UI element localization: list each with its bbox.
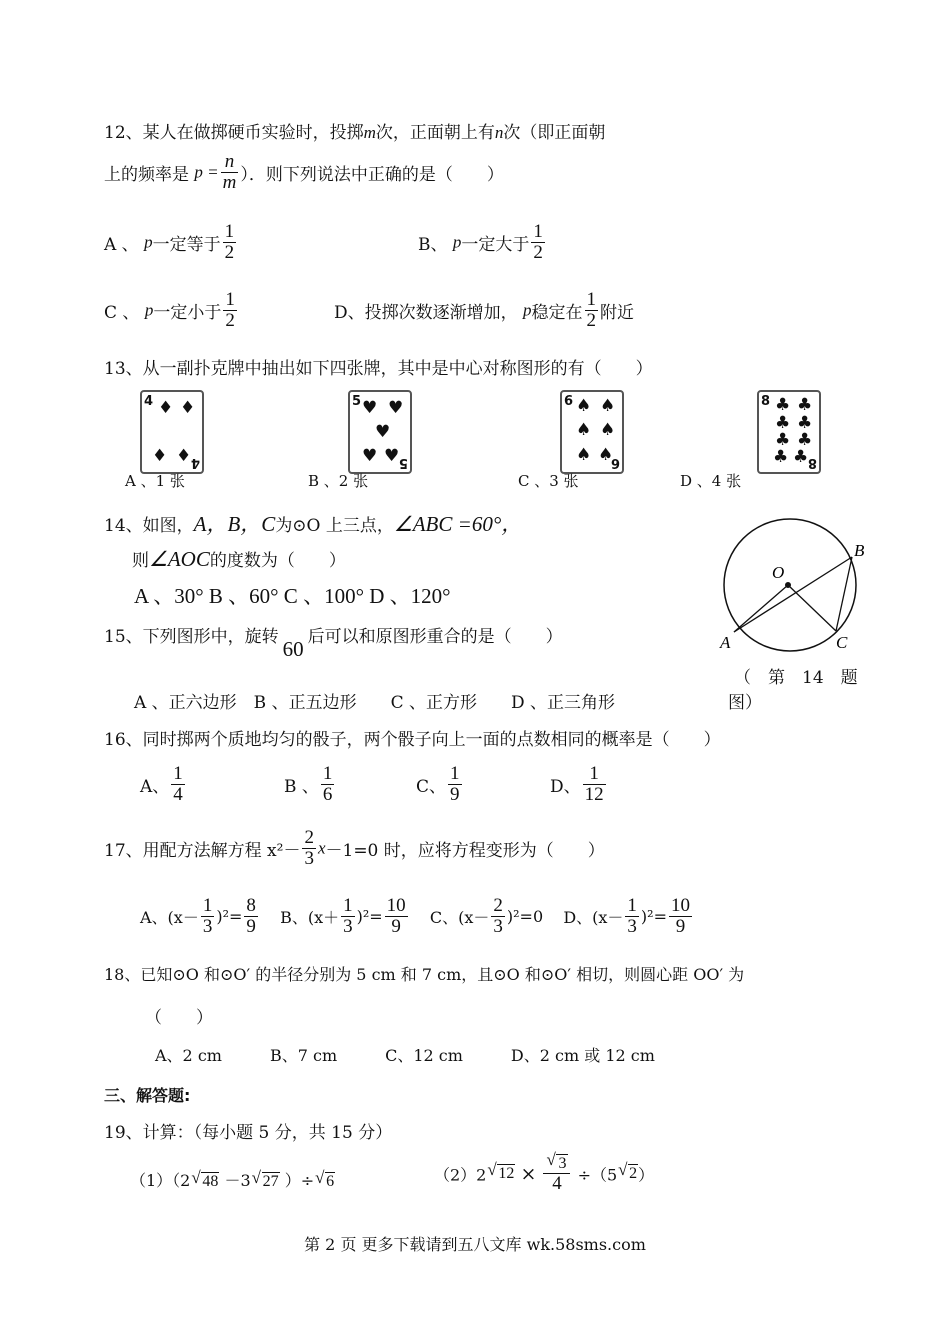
q18-options: A、2 cm B、7 cm C、12 cm D、2 cm 或 12 cm: [155, 1046, 655, 1065]
q12-option-b: B、 p一定大于 $\frac{1}{2}$: [418, 221, 543, 263]
q17-line1: 17、用配方法解方程 x²－ $\frac{2}{3}$ x－1=0 时，应将方程变形为（ ）: [104, 827, 605, 869]
q18-text: 18、已知⊙O 和⊙O′ 的半径分别为 5 cm 和 7 cm，且⊙O 和⊙O′ 相切，则圆心距 OO′ 为: [104, 965, 745, 984]
q19-text: 19、计算：（每小题 5 分，共 15 分）: [104, 1123, 393, 1143]
q19-part2: （2）2√ 12 × √ $\frac{3}{4}$ ÷（5√ 2）: [434, 1154, 654, 1194]
diamond-icon: ♦: [158, 398, 174, 418]
diamond-icon: ♦: [152, 446, 168, 466]
q13-option-c: C 、3 张: [518, 472, 579, 490]
q16-text: 16、同时掷两个质地均匀的骰子，两个骰子向上一面的点数相同的概率是（ ）: [104, 730, 721, 750]
q19-part1: （1）（2√ 48 －3√ 27 ）÷√ 6: [130, 1168, 335, 1191]
card-four-diamonds: [140, 390, 204, 474]
section-title: 三、解答题:: [104, 1086, 191, 1105]
card-rank: 5: [352, 394, 362, 409]
heart-icon: ♥: [384, 446, 400, 466]
segment-oc: [788, 585, 836, 631]
heart-icon: ♥: [375, 422, 391, 442]
q13-option-b: B 、2 张: [308, 472, 369, 490]
label-o: O: [772, 563, 785, 582]
heart-icon: ♥: [388, 398, 404, 418]
q16-option-b: B 、 $\frac{1}{6}$: [284, 763, 333, 805]
card-rank: 8: [761, 394, 771, 409]
q12-option-c: C 、 p一定小于 $\frac{1}{2}$: [104, 289, 235, 331]
center-point: [785, 582, 791, 588]
sqrt-48: √ 48: [201, 1172, 219, 1191]
q14-line2: 则∠AOC的度数为（ ）: [132, 547, 346, 571]
spade-icon: ♠: [576, 420, 592, 440]
label-a: A: [720, 633, 731, 652]
q17-options: [140, 896, 694, 937]
q17-option-a: A、(x－ $\frac{1}{3}$ )²= $\frac{8}{9}$: [140, 895, 256, 937]
spade-icon: ♠: [576, 445, 592, 465]
card-rank: 6: [610, 455, 620, 470]
q16-option-c: C、 $\frac{1}{9}$: [416, 763, 460, 805]
spade-icon: ♠: [600, 420, 616, 440]
label-c: C: [836, 633, 848, 652]
freq-fraction: $\frac{n}{m}$: [222, 151, 237, 193]
club-icon: ♣: [773, 447, 789, 467]
diamond-icon: ♦: [176, 446, 192, 466]
segment-ab: [734, 557, 852, 632]
q14-line1: 14、如图，A，B，C为⊙O 上三点，∠ABC =60°，: [104, 512, 523, 536]
card-six-spades: [560, 390, 624, 474]
q16-option-d: D、 $\frac{1}{12}$: [550, 763, 604, 805]
q14-caption-line2: 图）: [728, 693, 762, 713]
label-b: B: [854, 541, 865, 560]
spade-icon: ♠: [600, 396, 616, 416]
q13-text: 13、从一副扑克牌中抽出如下四张牌，其中是中心对称图形的有（ ）: [104, 359, 653, 379]
rotation-degree: 60: [282, 637, 304, 661]
q12-line1: 12、某人在做掷硬币实验时，投掷m次，正面朝上有n次（即正面朝: [104, 123, 606, 143]
sqrt-2: √ 2: [628, 1164, 638, 1183]
card-rank: 4: [144, 394, 154, 409]
q15-options: A 、正六边形 B 、正五边形 C 、正方形 D 、正三角形: [134, 693, 616, 713]
q13-option-a: A 、1 张: [125, 472, 185, 490]
q15-line1: 15、下列图形中，旋转 60 后可以和原图形重合的是（ ）: [104, 627, 563, 661]
q12-option-a: A 、 p一定等于 $\frac{1}{2}$: [104, 221, 235, 263]
card-rank: 5: [398, 455, 408, 470]
q17-option-d: D、(x－ $\frac{1}{3}$ )²= $\frac{10}{9}$: [563, 895, 690, 937]
q14-options: A 、30° B 、60° C 、100° D 、120°: [134, 584, 451, 608]
diamond-icon: ♦: [180, 398, 196, 418]
club-icon: ♣: [793, 447, 809, 467]
sqrt-6: √ 6: [325, 1172, 335, 1191]
page-footer: 第 2 页 更多下载请到五八文库 wk.58sms.com: [304, 1235, 646, 1254]
club-icon: ♣: [797, 430, 813, 450]
spade-icon: ♠: [598, 445, 614, 465]
card-rank: 8: [807, 455, 817, 470]
q17-option-c: C、(x－ $\frac{2}{3}$ )²=0: [429, 895, 544, 937]
sqrt-12: √ 12: [497, 1164, 515, 1183]
club-icon: ♣: [797, 413, 813, 433]
card-rank: 6: [564, 394, 574, 409]
segment-ao: [734, 585, 788, 632]
spade-icon: ♠: [576, 396, 592, 416]
club-icon: ♣: [775, 430, 791, 450]
heart-icon: ♥: [362, 398, 378, 418]
q13-option-d: D 、4 张: [680, 472, 742, 490]
sqrt-27: √ 27: [262, 1172, 280, 1191]
q14-circle-figure: [712, 514, 872, 654]
q18-paren: （ ）: [145, 1008, 213, 1028]
q14-caption-line1: （ 第 14 题: [734, 668, 858, 688]
q17-option-b: B、(x＋ $\frac{1}{3}$ )²= $\frac{10}{9}$: [280, 895, 406, 937]
card-five-hearts: [348, 390, 412, 474]
heart-icon: ♥: [362, 446, 378, 466]
card-eight-clubs: [757, 390, 821, 474]
q16-option-a: A、 $\frac{1}{4}$: [140, 763, 183, 805]
club-icon: ♣: [797, 395, 813, 415]
club-icon: ♣: [775, 395, 791, 415]
q12-option-d: D、投掷次数逐渐增加， p稳定在 $\frac{1}{2}$ 附近: [334, 289, 635, 331]
sqrt-3: √ 3: [556, 1154, 568, 1173]
segment-bc: [836, 557, 852, 631]
q12-line2: 上的频率是 p = $\frac{n}{m}$ ）．则下列说法中正确的是（ ）: [104, 151, 504, 193]
card-rank: 4: [190, 455, 200, 470]
club-icon: ♣: [775, 413, 791, 433]
